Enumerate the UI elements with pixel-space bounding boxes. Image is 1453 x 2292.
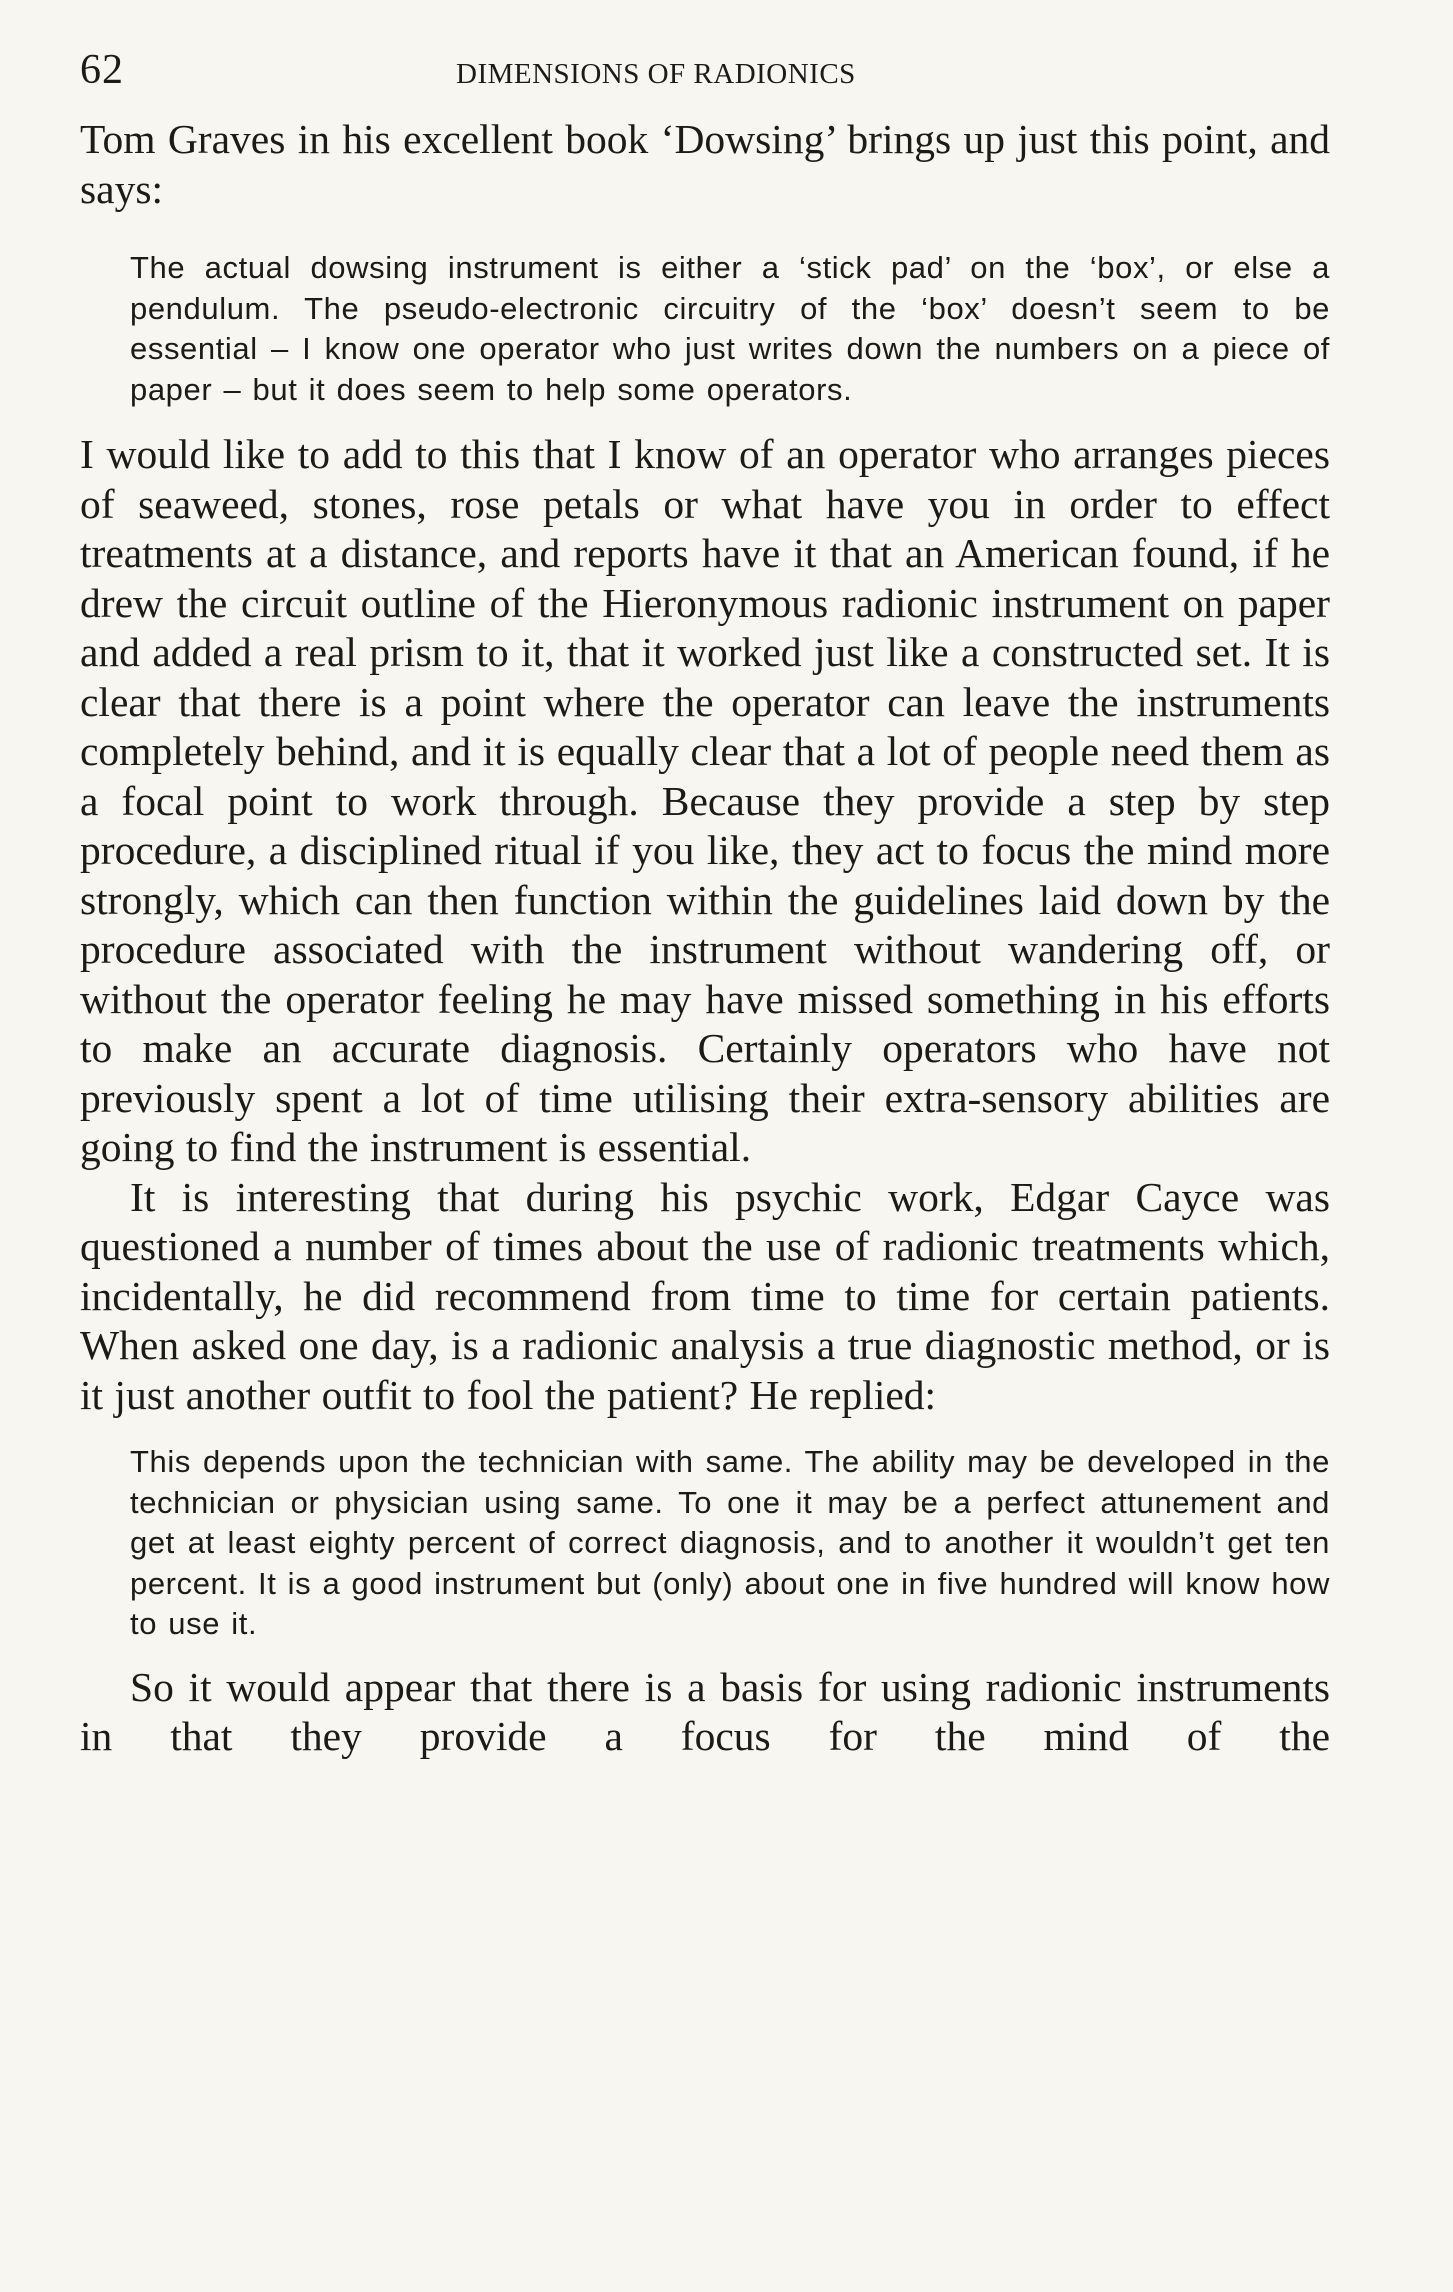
block-quote-graves: The actual dowsing instrument is either a ‘stick pad’ on the ‘box’, or else a pendulum. The pseudo-electronic circuitry of the ‘box’ doesn’t seem to be essential – I know one operator who just writes down the numbers on a piece of paper – but it does seem to help some operators. [130,250,1330,407]
running-title: DIMENSIONS OF RADIONICS [456,58,856,90]
body-text [80,115,1330,1762]
paragraph-conclusion: So it would appear that there is a basis for using radionic instruments in that they provide a focus for the mind of the [80,1663,1330,1759]
paragraph-cayce: It is interesting that during his psychic work, Edgar Cayce was questioned a number of times about the use of radionic treatments which, incidentally, he did recommend from time to time for certain patients. When asked one day, is a radionic analysis a true diagnostic method, or is it just another outfit to fool the patient? He replied: [80,1173,1330,1418]
page-header [80,40,1330,100]
paragraph-operators: I would like to add to this that I know of an operator who arranges pieces of seaweed, stones, rose petals or what have you in order to effect treatments at a distance, and reports have it that an American found, if he drew the circuit outline of the Hieronymous radionic instrument on paper and added a real prism to it, that it worked just like a constructed set. It is clear that there is a point where the operator can leave the instruments completely behind, and it is equally clear that a lot of people need them as a focal point to work through. Because they provide a step by step procedure, a disciplined ritual if you like, they act to focus the mind more strongly, which can then function within the guidelines laid down by the procedure associated with the instrument without wandering off, or without the operator feeling he may have missed something in his efforts to make an accurate diagnosis. Certainly operators who have not previously spent a lot of time utilising their extra-sensory abilities are going to find the instrument is essential. [80,431,1330,1170]
page-number: 62 [80,47,124,93]
paragraph-intro: Tom Graves in his excellent book ‘Dowsing’ brings up just this point, and says: [80,116,1330,212]
block-quote-cayce: This depends upon the technician with same. The ability may be developed in the technician or physician using same. To one it may be a perfect attunement and get at least eighty percent of correct diagnosis, and to another it wouldn’t get ten percent. It is a good instrument but (only) about one in five hundred will know how to use it. [130,1444,1330,1641]
